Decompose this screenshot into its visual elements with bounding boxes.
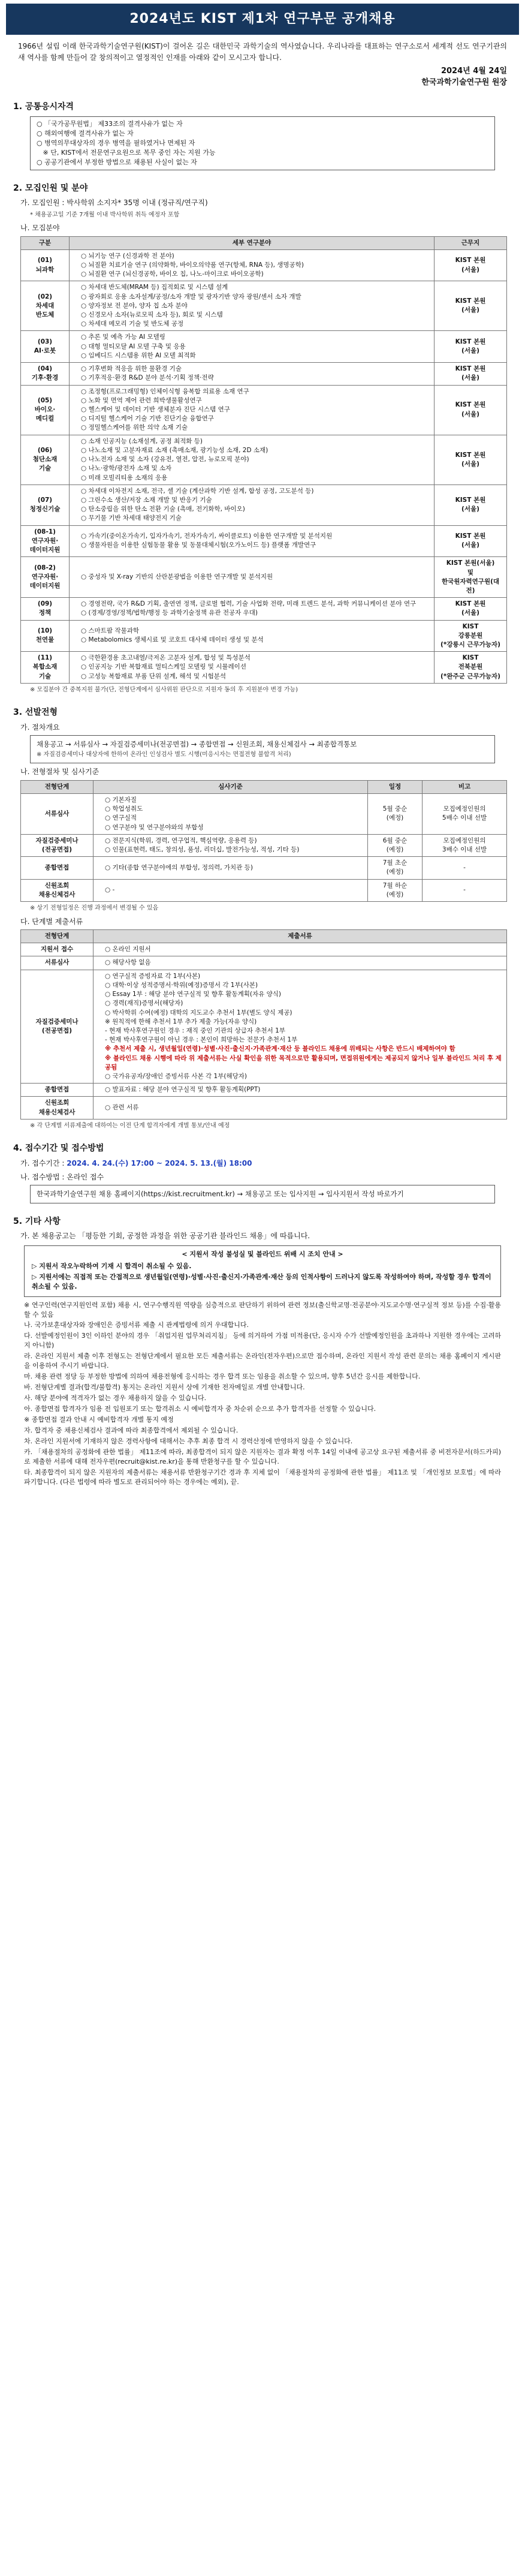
field-detail-item: ○ 신경모사 소자(뉴로모픽 소자 등), 회로 및 시스템 [81, 311, 431, 320]
field-detail-item: ○ 노화 및 면역 제어 관련 희박생물활성연구 [81, 396, 431, 405]
document-item: ○ 박사학위 수여(예정) 대학의 지도교수 추천서 1부(별도 양식 제공) [105, 1009, 503, 1018]
table-row [21, 557, 507, 598]
intro-paragraph: 1966년 설립 이래 한국과학기술연구원(KIST)이 걸어온 길은 대한민국 과학기술의 역사였습니다. 우리나라를 대표하는 연구소로서 세계적 선도 연구기관의 새 역사를 함께 만들어 갈 창의적이고 열정적인 인재를 아래와 같이 모시고자 합니다. [18, 41, 507, 62]
field-detail-cell [70, 620, 435, 652]
field-detail-item: ○ 양자정보 전 분야, 양자 칩 소자 분야 [81, 302, 431, 311]
documents-table [20, 929, 507, 1120]
criteria-item: ○ - [105, 886, 364, 895]
table-row [21, 598, 507, 620]
document-item: ○ 국가유공자/장애인 증빙서류 사본 각 1부(해당자) [105, 1072, 503, 1081]
documents-cell [93, 970, 507, 1084]
field-detail-list [73, 654, 431, 681]
table-row [21, 857, 507, 879]
criteria-item: ○ 연구실적 [105, 814, 364, 823]
field-detail-item: ○ 추론 및 예측 가능 AI 모델링 [81, 333, 431, 342]
criteria-list [96, 886, 364, 895]
field-detail-list [73, 627, 431, 645]
etc-item: 나. 국가보훈대상자와 장애인은 증빙서류 제출 시 관계법령에 의거 우대합니다. [24, 1321, 249, 1329]
field-detail-item: ○ 인공지능 기반 복합재료 멀티스케일 모델링 및 시뮬레이션 [81, 663, 431, 672]
table-header: 전형단계 [21, 780, 93, 793]
field-detail-item: ○ 탄소중립을 위한 탄소 전환 기술 (촉매, 전기화학, 바이오) [81, 505, 431, 514]
remark-cell: - [423, 857, 507, 879]
table-row [21, 834, 507, 856]
section-5-title: 5. 기타 사항 [13, 1217, 61, 1227]
fields-note: ※ 모집분야 간 중복지원 불가(단, 전형단계에서 심사위원 판단으로 지원자 동의 후 지원분야 변경 가능) [30, 686, 298, 693]
field-label-cell: (05) 바이오· 메디컬 [21, 385, 70, 435]
field-label-cell: (10) 천연물 [21, 620, 70, 652]
documents-cell [93, 1084, 507, 1097]
table-header: 구분 [21, 236, 70, 249]
section-3-title: 3. 선발전형 [13, 708, 58, 718]
field-label-cell: (02) 차세대 반도체 [21, 281, 70, 331]
field-detail-list [73, 532, 431, 550]
field-place-cell: KIST 본원 (서울) [435, 484, 507, 525]
field-place-cell: KIST 본원 (서울) [435, 435, 507, 484]
field-label-cell: (07) 청정신기술 [21, 484, 70, 525]
criteria-cell [93, 834, 368, 856]
section-2-title: 2. 모집인원 및 분야 [13, 183, 88, 193]
field-detail-item: ○ 나노·광학/광전자 소재 및 소자 [81, 464, 431, 473]
etc-list [6, 1301, 519, 1487]
field-detail-item: ○ 차세대 메모리 기술 및 반도체 공정 [81, 320, 431, 329]
field-detail-list [73, 252, 431, 279]
field-detail-item: ○ 기후적응·환경 R&D 분야 분석·기획 정책·전략 [81, 374, 431, 383]
stage-cell: 종합면접 [21, 857, 93, 879]
field-place-cell: KIST 본원 (서울) [435, 363, 507, 385]
method-line: 나. 접수방법 : 온라인 접수 [20, 1173, 104, 1182]
table-row [21, 249, 507, 281]
document-item: ○ 경력(재직)증명서(해당자) [105, 999, 503, 1008]
field-detail-list [73, 437, 431, 483]
field-detail-item: ○ 중성자 및 X-ray 기반의 산란분광법을 이용한 연구개발 및 분석지원 [81, 573, 431, 582]
table-row [21, 385, 507, 435]
blind-notice-box [24, 1245, 501, 1297]
table-row [21, 956, 507, 970]
field-detail-item: ○ 디지털 헬스케어 기술 기반 진단기술 융합연구 [81, 414, 431, 423]
criteria-list [96, 796, 364, 832]
document-item: ○ 해당사항 없음 [105, 958, 503, 967]
stage-cell: 신원조회 채용신체검사 [21, 879, 93, 901]
field-detail-item: ○ 그린수소 생산/저장 소재 개발 및 반응기 기술 [81, 496, 431, 505]
field-detail-item: ○ 차세대 이차전지 소재, 전극, 셀 기술 (계산과학 기반 설계, 합성 공정, 고도분석 등) [81, 487, 431, 496]
table-header: 심사기준 [93, 780, 368, 793]
qualification-box [30, 116, 495, 170]
field-label-cell: (08-1) 연구자원· 데이터지원 [21, 525, 70, 557]
field-detail-item: ○ 광자회로 응용 소자설계/공정/소자 개발 및 광자기반 양자 광원/센서 소자 개발 [81, 293, 431, 302]
field-detail-cell [70, 249, 435, 281]
field-detail-cell [70, 557, 435, 598]
document-item: ○ 발표자료 : 해당 분야 연구실적 및 향후 활동계획(PPT) [105, 1085, 503, 1094]
documents-cell [93, 956, 507, 970]
field-detail-item: ○ 고성능 복합재료 부품 단위 설계, 해석 및 시험분석 [81, 672, 431, 681]
table-header: 제출서류 [93, 929, 507, 943]
stage-cell: 자질검증세미나 (전공면접) [21, 834, 93, 856]
field-detail-item: ○ 무기물 기반 차세대 태양전지 기술 [81, 514, 431, 523]
field-detail-item: ○ 헬스케어 및 데이터 기반 생체분자 진단 시스템 연구 [81, 405, 431, 414]
schedule-cell: 6월 중순 (예정) [368, 834, 423, 856]
field-place-cell: KIST 본원(서울) 및 한국원자력연구원(대전) [435, 557, 507, 598]
field-detail-cell [70, 652, 435, 684]
field-label-cell: (03) AI·로봇 [21, 331, 70, 363]
table-row [21, 970, 507, 1084]
field-detail-item: ○ 뇌질환 연구 (뇌신경공학, 바이오 칩, 나노-마이크로 바이오공학) [81, 270, 431, 279]
field-detail-item: ○ 극한환경용 초고내열/극저온 고분자 설계, 합성 및 특성분석 [81, 654, 431, 663]
process-flow: 채용공고 → 서류심사 → 자질검증세미나(전공면접) → 종합면접 → 신원조회, 채용신체검사 → 최종합격통보 [37, 740, 357, 749]
field-detail-cell [70, 598, 435, 620]
etc-item: 바. 전형단계별 결과(합격/불합격) 통지는 온라인 지원서 상에 기재한 전자메일로 개별 안내합니다. [24, 1383, 305, 1392]
table-row [21, 793, 507, 834]
field-detail-item: ○ 소재 인공지능 (소재설계, 공정 최적화 등) [81, 437, 431, 446]
field-detail-item: ○ 생물자원을 이용한 실험동물 활용 및 동물대체시험(오가노이드 등) 플랫폼 개발연구 [81, 541, 431, 550]
stage-cell: 신원조회 채용신체검사 [21, 1097, 93, 1119]
process-flow-note: ※ 자질검증세미나 대상자에 한하여 온라인 인성검사 별도 시행(미응시자는 면접전형 불합격 처리) [37, 751, 291, 758]
notice-organization: 한국과학기술연구원 원장 [421, 78, 507, 88]
table-header: 근무지 [435, 236, 507, 249]
field-place-cell: KIST 본원 (서울) [435, 249, 507, 281]
page-title: 2024년도 KIST 제1차 연구부문 공개채용 [6, 4, 519, 35]
recruitment-notice [6, 0, 519, 1500]
field-label-cell: (08-2) 연구자원· 데이터지원 [21, 557, 70, 598]
process-subtitle: 가. 절차개요 [20, 723, 60, 732]
table-row [21, 1084, 507, 1097]
fields-subtitle: 나. 모집분야 [20, 224, 60, 233]
field-place-cell: KIST 본원 (서울) [435, 598, 507, 620]
field-label-cell: (01) 뇌과학 [21, 249, 70, 281]
period-line [20, 1158, 519, 1169]
documents-list [96, 958, 503, 967]
field-detail-item: ○ 정밀헬스케어를 위한 의약 소재 기술 [81, 423, 431, 432]
stage-cell: 서류심사 [21, 793, 93, 834]
table-header: 비고 [423, 780, 507, 793]
field-label-cell: (11) 복합소재 기술 [21, 652, 70, 684]
stage-cell: 서류심사 [21, 956, 93, 970]
criteria-item: ○ 인물(표현력, 태도, 창의성, 품성, 리더십, 발전가능성, 적성, 기타 등) [105, 845, 364, 854]
table-row [21, 331, 507, 363]
document-item: ○ 관련 서류 [105, 1103, 503, 1112]
criteria-item: ○ 전문지식(학위, 경력, 연구업적, 핵심역량, 응용력 등) [105, 836, 364, 845]
field-detail-list [73, 600, 431, 618]
schedule-cell: 7월 하순 (예정) [368, 879, 423, 901]
criteria-list [96, 863, 364, 872]
field-detail-cell [70, 484, 435, 525]
field-detail-list [73, 573, 431, 582]
document-item: ○ 온라인 지원서 [105, 945, 503, 954]
notice-date: 2024년 4월 24일 [440, 67, 507, 76]
field-detail-cell [70, 435, 435, 484]
qualification-note: ※ 단, KIST에서 전문연구요원으로 복무 중인 자는 지원 가능 [37, 149, 216, 157]
section-1-title: 1. 공통응시자격 [13, 101, 74, 112]
field-detail-item: ○ 미래 모빌리티용 소재의 응용 [81, 474, 431, 483]
document-item: ○ Essay 1부 : 해당 분야 연구실적 및 향후 활동계획(자유 양식) [105, 990, 503, 999]
recruitment-fields-table [20, 236, 507, 684]
criteria-item: ○ 학업성취도 [105, 805, 364, 814]
period-value: 2024. 4. 24.(수) 17:00 ~ 2024. 5. 13.(월) 18:00 [67, 1158, 252, 1167]
field-place-cell: KIST 본원 (서울) [435, 331, 507, 363]
field-place-cell: KIST 본원 (서울) [435, 525, 507, 557]
documents-subtitle: 다. 단계별 제출서류 [20, 917, 83, 926]
criteria-cell [93, 793, 368, 834]
process-flow-box [30, 735, 495, 763]
blind-warning [96, 1045, 503, 1072]
etc-item: 마. 채용 관련 정당 등 부정한 방법에 의하여 채용전형에 응시하는 경우 합격 또는 임용을 취소할 수 있으며, 향후 5년간 응시를 제한합니다. [24, 1373, 421, 1381]
documents-cell [93, 1097, 507, 1119]
field-detail-item: ○ 경영전략, 국가 R&D 기획, 출연연 정책, 글로벌 협력, 기술 사업화 전략, 미래 트렌드 분석, 과학 커뮤니케이션 분야 연구 [81, 600, 431, 609]
table-header: 일정 [368, 780, 423, 793]
field-detail-list [73, 387, 431, 433]
criteria-item: ○ 기본자질 [105, 796, 364, 805]
field-detail-item: ○ 뇌기능 연구 (신경과학 전 분야) [81, 252, 431, 261]
qualification-item: ○ 해외여행에 결격사유가 없는 자 [37, 130, 134, 138]
table-row [21, 435, 507, 484]
etc-item: 아. 종합면접 합격자가 임용 전 입원포기 또는 합격취소 시 예비합격자 중 차순위 순으로 추가 합격자를 선정할 수 있습니다. [24, 1404, 376, 1413]
field-detail-list [73, 365, 431, 383]
schedule-cell: 7월 초순 (예정) [368, 857, 423, 879]
field-label-cell: (04) 기후·환경 [21, 363, 70, 385]
table-row [21, 281, 507, 331]
etc-item: 라. 온라인 지원서 제출 이후 전형도는 전형단계에서 필요한 모든 제출서류는 온라인(전자우편)으로만 접수하며, 온라인 지원서 작성 관련 문의는 채용 홈페이지 게시판을 이용하여 주시기 바랍니다. [24, 1352, 501, 1370]
blind-lead: 가. 본 채용공고는 「평등한 기회, 공정한 과정을 위한 공공기관 블라인드 채용」에 따릅니다. [20, 1232, 310, 1241]
period-label: 가. 접수기간 : [20, 1158, 67, 1167]
field-detail-cell [70, 331, 435, 363]
table-row [21, 620, 507, 652]
fields-table-body [21, 249, 507, 683]
table-row [21, 363, 507, 385]
field-place-cell: KIST 전북분원 (*완주군 근무가능자) [435, 652, 507, 684]
remark-cell: - [423, 879, 507, 901]
field-detail-item: ○ 나노소재 및 고분자재료 소재 (촉매소재, 광기능성 소재, 2D 소재) [81, 446, 431, 455]
field-detail-item: ○ 나노전자 소재 및 소자 (강유전, 열전, 압전, 뉴로모픽 분야) [81, 455, 431, 464]
blind-warning-item: ※ 추천서 제출 시, 생년월일(연령)·성별·사진·출신지·가족관계·재산 등 블라인드 채용에 위배되는 사항은 반드시 배제하여야 함 [105, 1045, 455, 1053]
criteria-item: ○ 연구분야 및 연구분야와의 부합성 [105, 823, 364, 832]
field-detail-list [73, 487, 431, 523]
documents-list [96, 945, 503, 954]
criteria-subtitle: 나. 전형절차 및 심사기준 [20, 768, 99, 777]
blind-notice-title: < 지원서 작성 불성실 및 블라인드 위배 시 조치 안내 > [182, 1250, 343, 1258]
stage-cell: 지원서 접수 [21, 943, 93, 956]
field-detail-item: ○ 임베디드 시스템용 위한 AI 모델 최적화 [81, 351, 431, 360]
table-header: 세부 연구분야 [70, 236, 435, 249]
field-detail-cell [70, 525, 435, 557]
criteria-item: ○ 기타(종합 연구분야에의 부합성, 정의력, 가치관 등) [105, 863, 364, 872]
field-detail-item: ○ 뇌질환 치료기술 연구 (의약화학, 바이오의약품 연구(항체, RNA 등), 생명공학) [81, 261, 431, 270]
criteria-note: ※ 상기 전형일정은 진행 과정에서 변경될 수 있음 [30, 905, 159, 912]
etc-item: 다. 선발예정인원이 3인 이하인 분야의 경우 「취업지원 업무처리지침」 등에 의거하여 가점 미적용(단, 응시자 수가 선발예정인원을 초과하나 지원한 경우에는 고려하지 아니함) [24, 1332, 501, 1350]
field-detail-cell [70, 363, 435, 385]
etc-item: ※ 연구인력(연구지원인력 포함) 채용 시, 연구수행직원 역량을 심층적으로 판단하기 위하여 관련 정보(출신학교명·전공분야·지도교수명·연구실적 정보 등)를 수집·활용할 수 있음 [24, 1301, 501, 1319]
table-row [21, 879, 507, 901]
blind-notice-item: ▷ 지원서에는 직접적 또는 간접적으로 생년월일(연령)·성별·사진·출신지·가족관계·재산 등의 인적사항이 드러나지 않도록 작성하여야 하며, 작성할 경우 합격이 취소될 수 있음. [32, 1272, 491, 1290]
table-row [21, 943, 507, 956]
schedule-cell: 5월 중순 (예정) [368, 793, 423, 834]
etc-item: 차. 온라인 지원서에 기재하지 않은 경력사항에 대해서는 추후 최종 합격 시 경력산정에 반영하지 않을 수 있습니다. [24, 1437, 353, 1445]
stage-cell: 자질검증세미나 (전공면접) [21, 970, 93, 1084]
field-place-cell: KIST 본원 (서울) [435, 281, 507, 331]
field-detail-item: ○ 기후변화 적응을 위한 물환경 기술 [81, 365, 431, 374]
document-item: - 현재 박사후연구원이 아닌 경우 : 본인이 희망하는 전문가 추천서 1부 [105, 1036, 298, 1044]
criteria-cell [93, 857, 368, 879]
documents-note: ※ 각 단계별 서류제출에 대하여는 이전 단계 합격자에게 개별 통보/안내 예정 [30, 1122, 230, 1129]
seminar-extra-list [96, 1072, 503, 1081]
documents-cell [93, 943, 507, 956]
field-label-cell: (09) 정책 [21, 598, 70, 620]
field-detail-item: ○ 차세대 반도체(MRAM 등) 집적회로 및 시스템 설계 [81, 283, 431, 292]
criteria-table [20, 780, 507, 902]
field-detail-item: ○ 대형 멀티모달 AI 모델 구축 및 응용 [81, 342, 431, 351]
qualification-item: ○ 공공기관에서 부정한 방법으로 채용된 사실이 없는 자 [37, 158, 197, 166]
field-detail-list [73, 333, 431, 360]
field-detail-item: ○ 가속기(중이온가속기, 입자가속기, 전자가속기, 싸이클로트) 이용한 연구개발 및 분석지원 [81, 532, 431, 541]
document-item: - 현재 박사후연구원인 경우 : 재직 중인 기관의 상급자 추천서 1부 [105, 1027, 285, 1034]
remark-cell: 모집예정인원의 3배수 이내 선발 [423, 834, 507, 856]
table-row [21, 484, 507, 525]
field-detail-item: ○ Metabolomics 생체시료 및 코호트 대사체 데이터 생성 및 분석 [81, 636, 431, 645]
criteria-list [96, 836, 364, 854]
blind-warning-item: ※ 블라인드 채용 시행에 따라 위 제출서류는 사실 확인을 위한 목적으로만 활용되며, 면접위원에게는 제공되지 않거나 일부 블라인드 처리 후 제공됨 [105, 1054, 502, 1071]
field-detail-list [73, 283, 431, 329]
field-detail-cell [70, 385, 435, 435]
document-item: ○ 대학·이상 성적증명서·학위(예정)증명서 각 1부(사본) [105, 981, 503, 990]
field-label-cell: (06) 첨단소재 기술 [21, 435, 70, 484]
seminar-docs-list [96, 972, 503, 1045]
table-header: 전형단계 [21, 929, 93, 943]
criteria-cell [93, 879, 368, 901]
field-detail-cell [70, 281, 435, 331]
document-item: ○ 연구실적 증빙자료 각 1부(사본) [105, 972, 503, 981]
headcount-note: * 채용공고일 기준 7개월 이내 박사학위 취득 예정자 포함 [30, 211, 180, 218]
etc-item: ※ 종합면접 결과 안내 시 예비합격자 개별 통지 예정 [24, 1415, 174, 1424]
documents-table-body [21, 943, 507, 1120]
etc-item: 타. 최종합격이 되지 않은 지원자의 제출서류는 채용서류 반환청구기간 경과 후 지체 없이 「채용절차의 공정화에 관한 법률」 제11조 및 「개인정보 보호법」에 따라 파기합니다. (다른 법령에 따라 별도로 관리되어야 하는 경우에는 예외), 끝. [24, 1468, 501, 1486]
field-detail-item: ○ 조정형(프로그래밍형) 인체이식형 융복합 의료용 소재 연구 [81, 387, 431, 396]
stage-cell: 종합면접 [21, 1084, 93, 1097]
table-row [21, 1097, 507, 1119]
table-row [21, 525, 507, 557]
remark-cell: 모집예정인원의 5배수 이내 선발 [423, 793, 507, 834]
etc-item: 카. 「채용절차의 공정화에 관한 법률」 제11조에 따라, 최종합격이 되지 않은 지원자는 결과 확정 이후 14일 이내에 공고상 요구된 제출서류 중 비전자문서(하드카피)로 제출한 서류에 대해 전자우편(recruit@kist.re.kr)을 통해 반환청구를 할 수 있습니다. [24, 1448, 501, 1465]
field-detail-item: ○ 스마트팜 작물과학 [81, 627, 431, 636]
document-item: ※ 원칙적에 한해 추천서 1부 추가 제출 가능(자유 양식) [105, 1018, 257, 1025]
field-place-cell: KIST 강릉분원 (*강릉시 근무가능자) [435, 620, 507, 652]
section-4-title: 4. 접수기간 및 접수방법 [13, 1143, 104, 1154]
criteria-table-body [21, 793, 507, 901]
etc-item: 사. 해당 분야에 적격자가 없는 경우 채용하지 않을 수 있습니다. [24, 1394, 207, 1403]
blind-notice-item: ▷ 지원서 작오누락하여 기재 시 합격이 취소될 수 있음. [32, 1262, 192, 1270]
headcount-line: 가. 모집인원 : 박사학위 소지자* 35명 이내 (정규직/연구직) [20, 198, 208, 207]
field-detail-item: ○ (경제/경영/정책/법학/행정 등 과학기술정책 유관 전공자 우대) [81, 609, 431, 618]
qualification-item: ○ 「국가공무원법」 제33조의 결격사유가 없는 자 [37, 120, 183, 128]
field-place-cell: KIST 본원 (서울) [435, 385, 507, 435]
qualification-item: ○ 병역의무대상자의 경우 병역을 필하였거나 면제된 자 [37, 139, 195, 148]
table-row [21, 652, 507, 684]
application-route-box: 한국과학기술연구원 채용 홈페이지(https://kist.recruitment.kr) → 채용공고 또는 입사지원 → 입사지원서 작성 바로가기 [30, 1185, 495, 1203]
etc-item: 자. 합격자 중 채용신체검사 결과에 따라 최종합격에서 제외될 수 있습니다. [24, 1426, 239, 1434]
